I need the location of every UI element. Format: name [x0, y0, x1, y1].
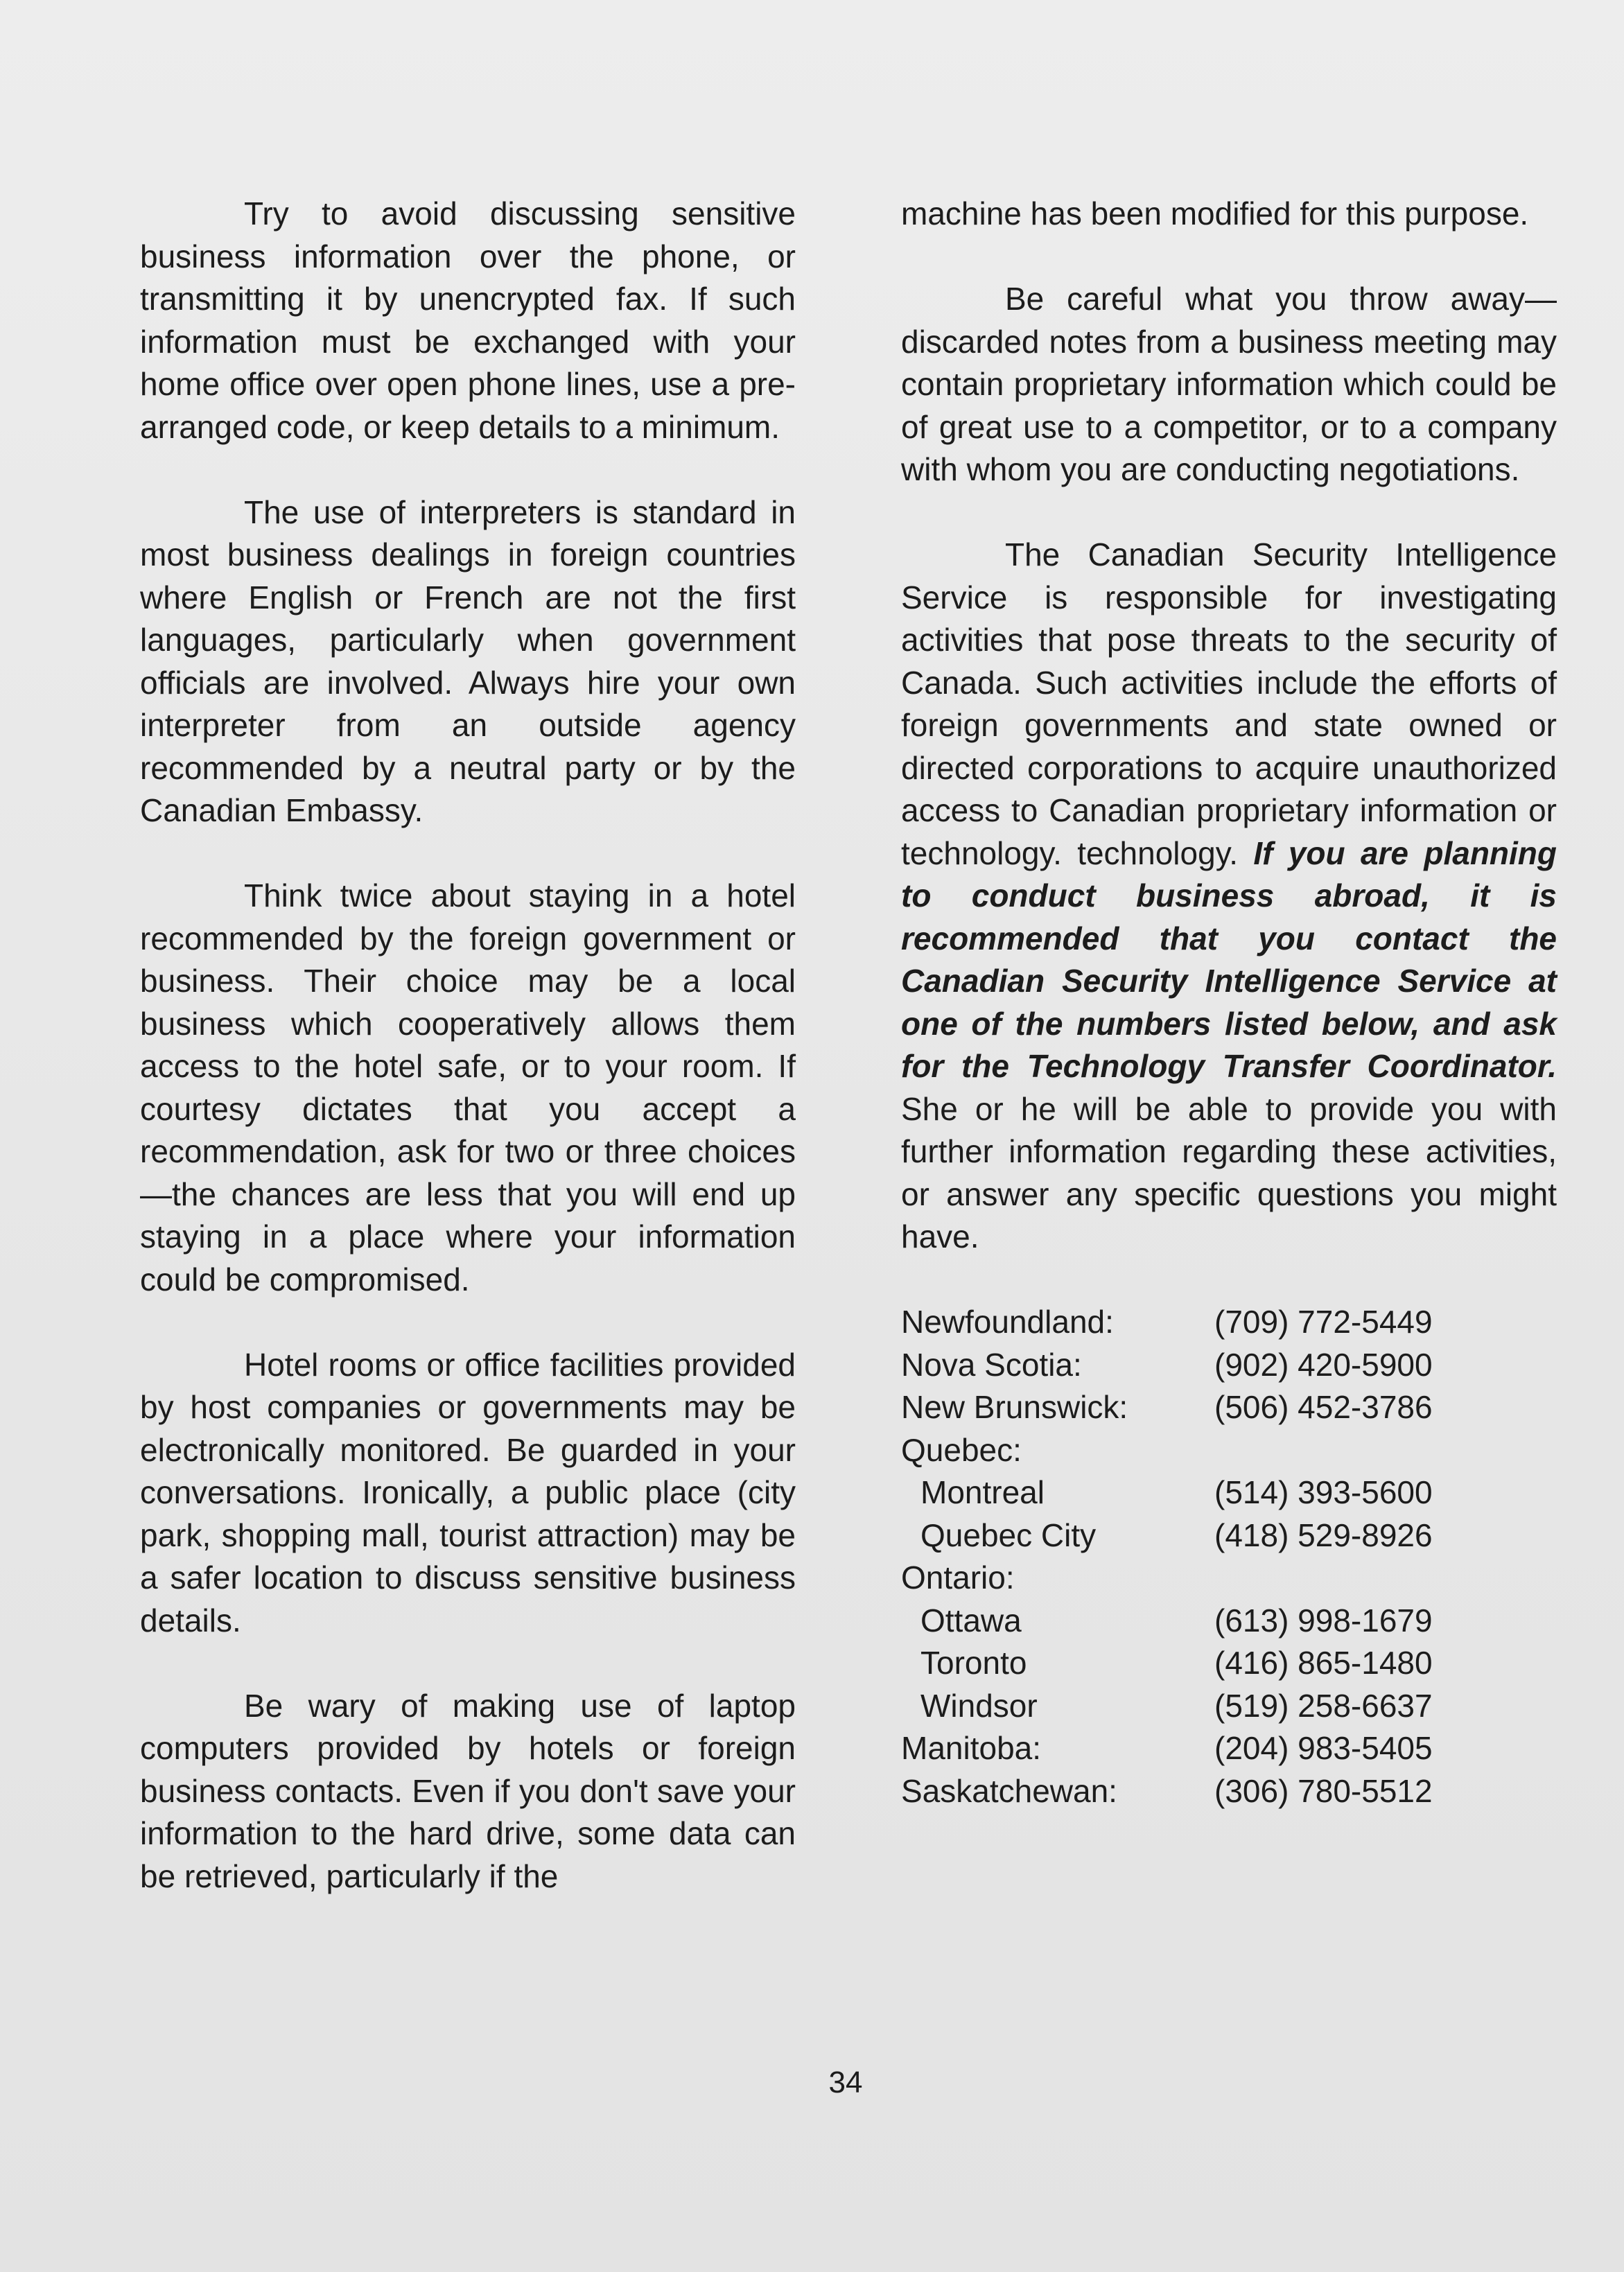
contact-city: Toronto — [920, 1645, 1027, 1681]
contact-phone: (709) 772-5449 — [1214, 1304, 1433, 1340]
paragraph-continuation: machine has been modified for this purpose. — [901, 195, 1529, 231]
contact-row — [901, 1770, 1557, 1813]
contact-row — [901, 1600, 1557, 1643]
paragraph-csis — [901, 534, 1557, 1259]
contact-row — [901, 1685, 1557, 1728]
contact-city: Ottawa — [920, 1602, 1022, 1639]
contact-region: Quebec: — [901, 1431, 1022, 1468]
contact-city: Montreal — [920, 1474, 1045, 1510]
contact-region: Saskatchewan: — [901, 1772, 1117, 1809]
contact-phone: (506) 452-3786 — [1214, 1389, 1433, 1425]
contact-phone: (613) 998-1679 — [1214, 1602, 1433, 1639]
contact-city: Quebec City — [920, 1517, 1097, 1553]
contact-region: New Brunswick: — [901, 1389, 1128, 1425]
contact-phone: (418) 529-8926 — [1214, 1517, 1433, 1553]
paragraph-phone-fax: Try to avoid discussing sensitive business information over the phone, or transmitting it by unencrypted fax. If such information must be exchanged with your home office over open phone lines, use a pre-arranged code, or keep details to a minimum. — [140, 195, 796, 445]
paragraph-throw-away: Be careful what you throw away—discarded notes from a business meeting may contain proprietary information which could be of great use to a competitor, or to a company with whom you are conducting negotiations. — [901, 281, 1557, 487]
contact-row — [901, 1429, 1557, 1472]
paragraph-hotel-choice: Think twice about staying in a hotel recommended by the foreign government or business. Their choice may be a local business which cooperatively allows them access to the hotel safe, or to your room. If courtesy dictates that you accept a recommendation, ask for two or three choices—the chances are less that you will end up staying in a place where your information could be compromised. — [140, 877, 796, 1297]
contact-phone: (902) 420-5900 — [1214, 1346, 1433, 1383]
contact-row — [901, 1557, 1557, 1600]
contact-list — [901, 1301, 1557, 1812]
contact-region: Nova Scotia: — [901, 1346, 1082, 1383]
contact-row — [901, 1344, 1557, 1387]
csis-intro-text: The Canadian Security Intelligence Service is responsible for investigating activities that pose threats to the security of Canada. Such activities include the efforts of foreign governments and state owned or directed corporations to acquire unauthorized access to Canadian proprietary information or technology. technology. — [901, 536, 1557, 871]
paragraph-monitored-facilities: Hotel rooms or office facilities provided by host companies or governments may be electronically monitored. Be guarded in your conversations. Ironically, a public place (city park, shopping mall, tourist attraction) may be a safer location to discuss sensitive business details. — [140, 1346, 796, 1639]
contact-row — [901, 1642, 1557, 1685]
csis-emphasis-text: If you are planning to conduct business abroad, it is recommended that you contact the Canadian Security Intelligence Service at one of the numbers listed below, and ask for the Technology Transfer Coordinator. — [901, 834, 1557, 1084]
csis-outro-text: She or he will be able to provide you with further information regarding these activities, or answer any specific questions you might have. — [901, 1090, 1557, 1255]
contact-row — [901, 1514, 1557, 1557]
contact-row — [901, 1727, 1557, 1770]
paragraph-laptops: Be wary of making use of laptop computers provided by hotels or foreign business contacts. Even if you don't save your information to the hard drive, some data can be retrieved, particularly if the — [140, 1687, 796, 1894]
contact-phone: (306) 780-5512 — [1214, 1772, 1433, 1809]
paragraph-interpreters: The use of interpreters is standard in most business dealings in foreign countries where English or French are not the first languages, particularly when government officials are involved. Always hire your own interpreter from an outside agency recommended by a neutral party or by the Canadian Embassy. — [140, 493, 796, 828]
contact-phone: (519) 258-6637 — [1214, 1687, 1433, 1724]
contact-row — [901, 1301, 1557, 1344]
contact-region: Newfoundland: — [901, 1304, 1114, 1340]
contact-row — [901, 1471, 1557, 1514]
contact-city: Windsor — [920, 1687, 1038, 1724]
left-column — [140, 193, 796, 1941]
contact-region: Ontario: — [901, 1559, 1015, 1596]
contact-region: Manitoba: — [901, 1730, 1042, 1766]
contact-phone: (204) 983-5405 — [1214, 1730, 1433, 1766]
page-number: 34 — [828, 2065, 863, 2099]
right-column — [901, 193, 1557, 1812]
contact-row — [901, 1386, 1557, 1429]
contact-phone: (416) 865-1480 — [1214, 1645, 1433, 1681]
contact-phone: (514) 393-5600 — [1214, 1474, 1433, 1510]
